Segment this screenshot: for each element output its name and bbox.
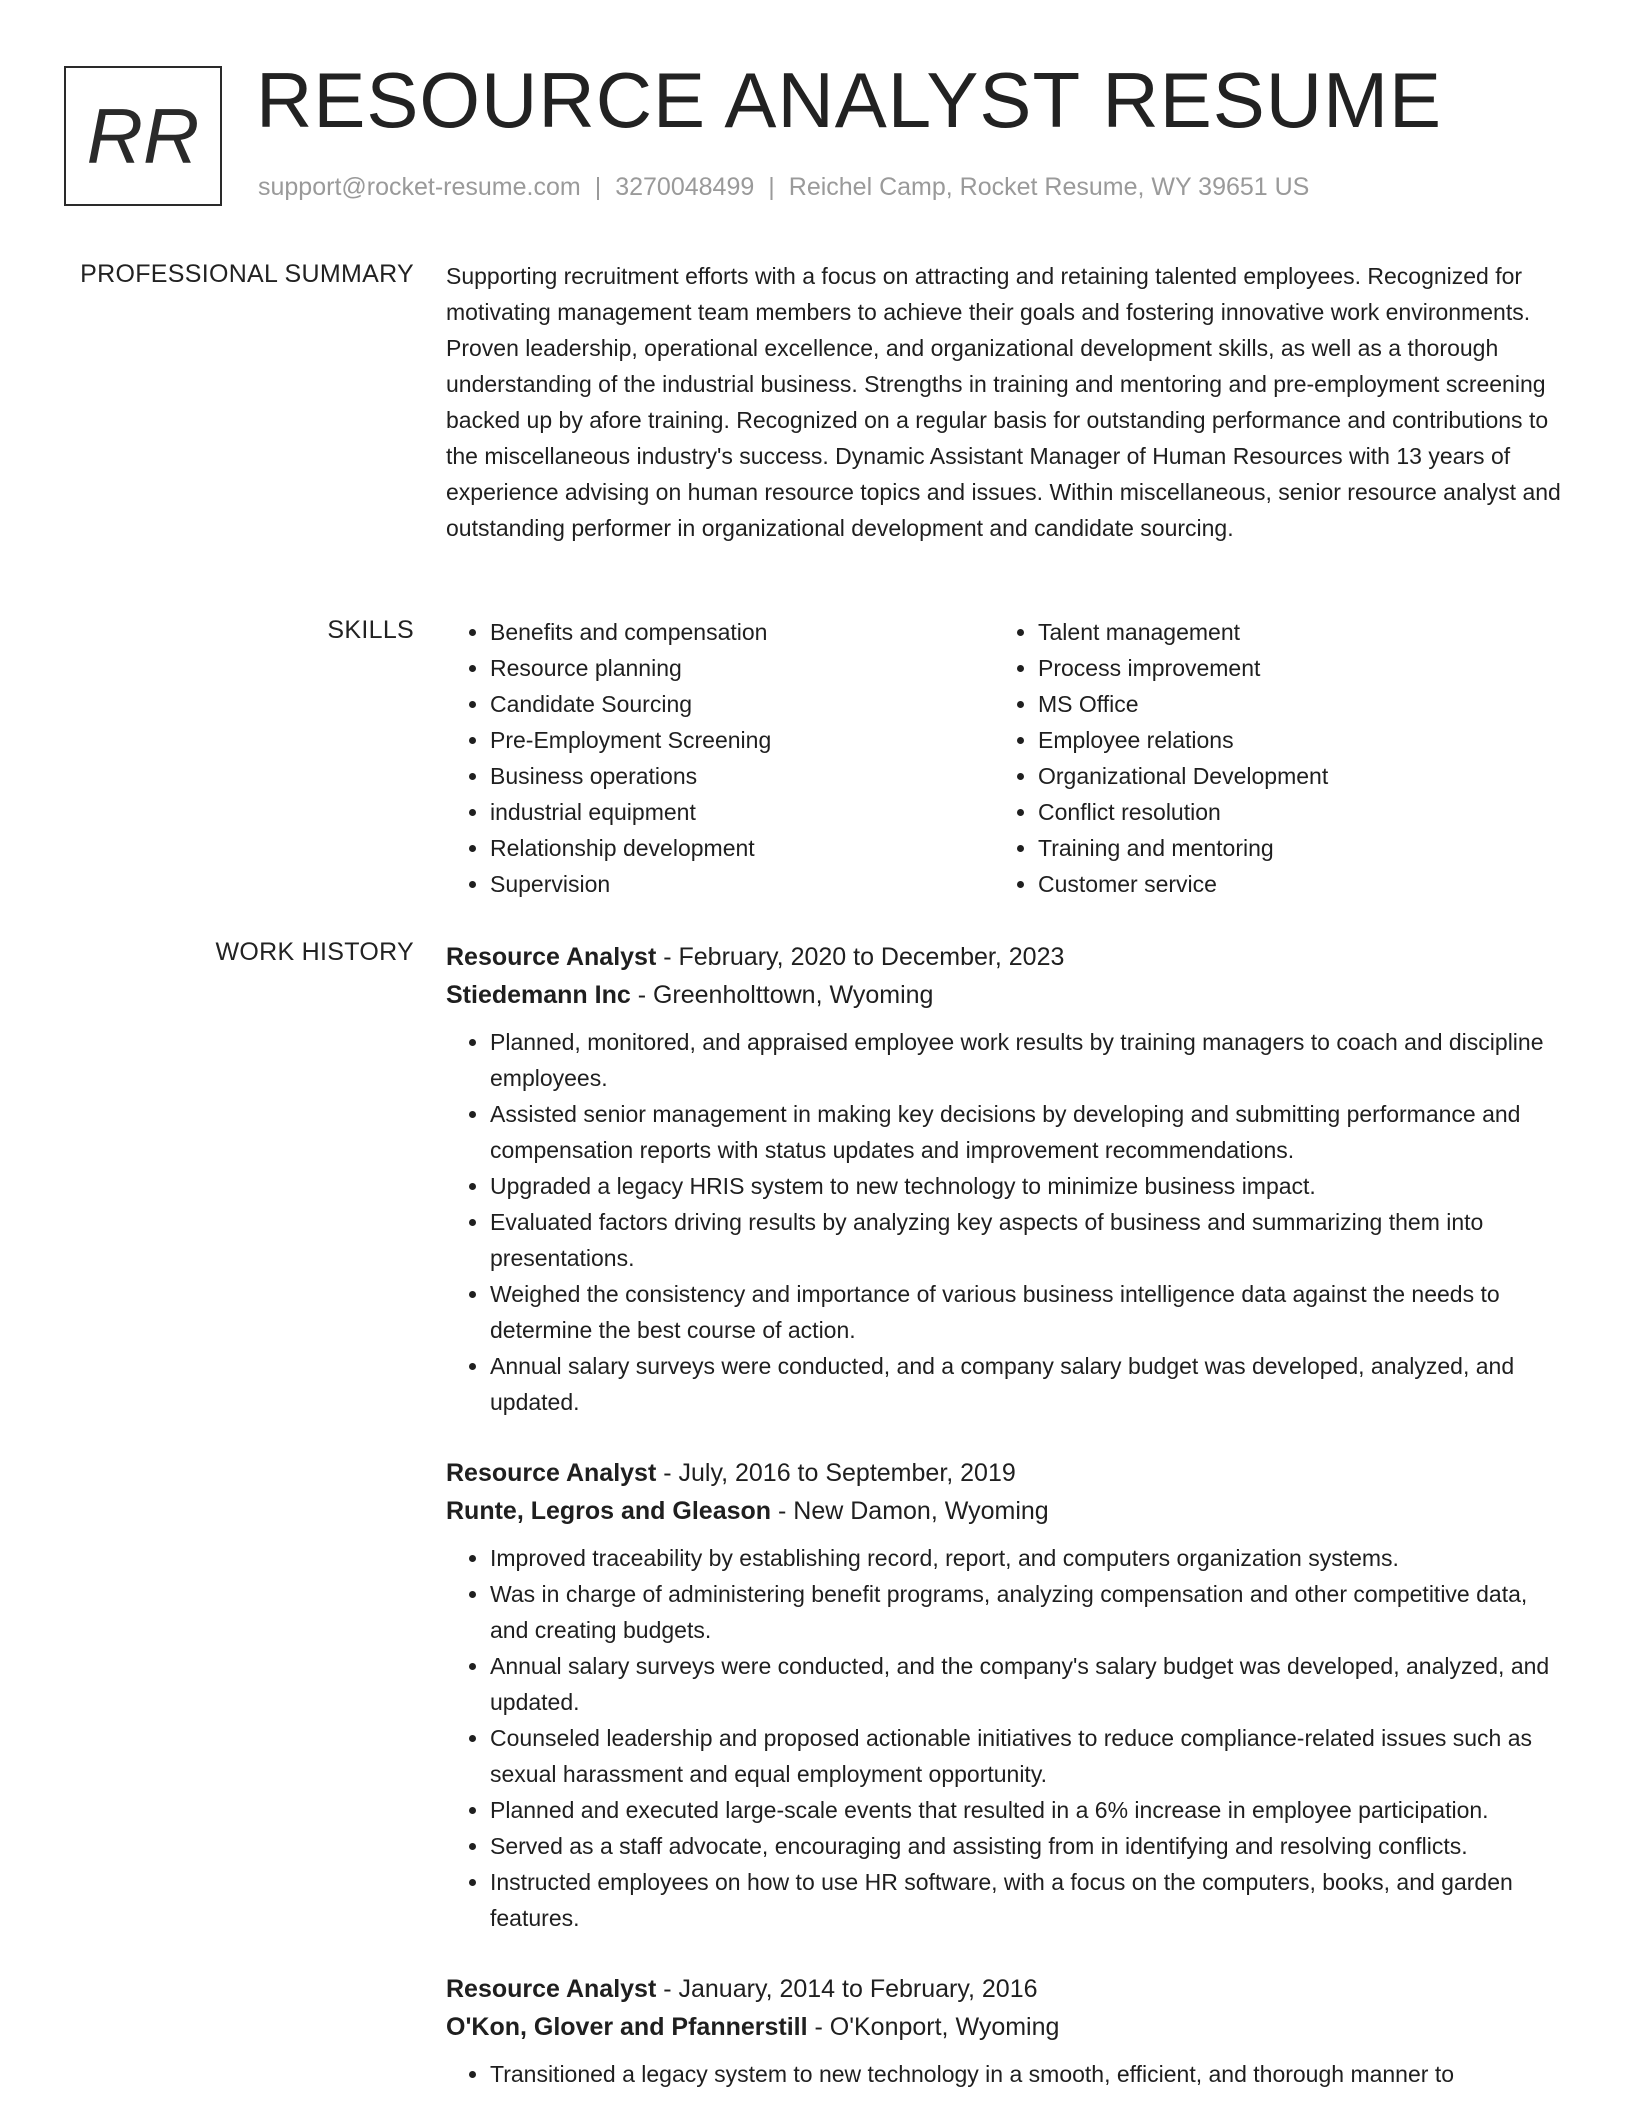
job-bullet: • Served as a staff advocate, encouraging and assisting from in identifying and resolving conflicts. [490,1828,1566,1864]
summary-body [446,258,1566,546]
skills-list-right [994,614,1542,902]
skill-item: • Conflict resolution [1038,794,1542,830]
job-bullet: • Instructed employees on how to use HR software, with a focus on the computers, books, and garden features. [490,1864,1566,1936]
skill-item: • Resource planning [490,650,994,686]
contact-address: Reichel Camp, Rocket Resume, WY 39651 US [788,173,1310,201]
work-history-heading: WORK HISTORY [215,938,414,966]
job-entry [446,1970,1566,2092]
skill-item: • Business operations [490,758,994,794]
job-bullet: • Assisted senior management in making key decisions by developing and submitting performance and compensation reports with status updates and improvement recommendations. [490,1096,1566,1168]
monogram-logo: RR [64,66,222,206]
job-bullet: • Annual salary surveys were conducted, and the company's salary budget was developed, analyzed, and updated. [490,1648,1566,1720]
skill-item: • Supervision [490,866,994,902]
summary-text: Supporting recruitment efforts with a focus on attracting and retaining talented employees. Recognized for motivating management team members to achieve their goals and fostering innovative work environments. Proven leadership, operational excellence, and organizational development skills, as well as a thorough understanding of the industrial business. Strengths in training and mentoring and pre-employment screening backed up by afore training. Recognized on a regular basis for outstanding performance and contributions to the miscellaneous industry's success. Dynamic Assistant Manager of Human Resources with 13 years of experience advising on human resource topics and issues. Within miscellaneous, senior resource analyst and outstanding performer in organizational development and candidate sourcing. [446,263,1561,541]
job-bullet: • Upgraded a legacy HRIS system to new technology to minimize business impact. [490,1168,1566,1204]
skill-item: • MS Office [1038,686,1542,722]
contact-separator: | [768,173,775,201]
skill-item: • Customer service [1038,866,1542,902]
job-bullet: • Counseled leadership and proposed actionable initiatives to reduce compliance-related issues such as sexual harassment and equal employment opportunity. [490,1720,1566,1792]
skill-item: • Benefits and compensation [490,614,994,650]
skill-item: • industrial equipment [490,794,994,830]
job-title: Resource Analyst [446,943,657,971]
work-history-body [446,938,1566,2126]
job-title: Resource Analyst [446,1975,657,2003]
job-location: - Greenholttown, Wyoming [630,981,934,1009]
job-entry [446,938,1566,1420]
job-bullets [446,1024,1566,1420]
job-dates: - February, 2020 to December, 2023 [656,943,1065,971]
job-bullet: • Improved traceability by establishing record, report, and computers organization systems. [490,1540,1566,1576]
job-company-line [446,1492,1566,1530]
job-title: Resource Analyst [446,1459,657,1487]
job-dates: - January, 2014 to February, 2016 [656,1975,1038,2003]
job-company: Runte, Legros and Gleason [446,1497,772,1525]
skill-item: • Talent management [1038,614,1542,650]
job-company: O'Kon, Glover and Pfannerstill [446,2013,808,2041]
job-bullet: • Planned and executed large-scale events that resulted in a 6% increase in employee participation. [490,1792,1566,1828]
job-bullet: • Was in charge of administering benefit programs, analyzing compensation and other competitive data, and creating budgets. [490,1576,1566,1648]
skill-item: • Process improvement [1038,650,1542,686]
skills-body [446,614,1566,902]
job-entry [446,1454,1566,1936]
job-bullet: • Annual salary surveys were conducted, and a company salary budget was developed, analyzed, and updated. [490,1348,1566,1420]
job-location: - New Damon, Wyoming [771,1497,1049,1525]
job-bullet: • Transitioned a legacy system to new technology in a smooth, efficient, and thorough manner to [490,2056,1566,2092]
contact-phone[interactable]: 3270048499 [615,173,755,201]
summary-heading: PROFESSIONAL SUMMARY [80,260,414,288]
job-bullets [446,1540,1566,1936]
skill-item: • Employee relations [1038,722,1542,758]
job-company: Stiedemann Inc [446,981,631,1009]
skill-item: • Relationship development [490,830,994,866]
job-bullet: • Evaluated factors driving results by analyzing key aspects of business and summarizing them into presentations. [490,1204,1566,1276]
contact-line [258,173,1309,202]
job-bullet: • Weighed the consistency and importance of various business intelligence data against the needs to determine the best course of action. [490,1276,1566,1348]
skill-item: • Organizational Development [1038,758,1542,794]
skills-heading: SKILLS [327,616,414,644]
contact-separator: | [594,173,602,201]
skill-item: • Training and mentoring [1038,830,1542,866]
skills-list-left [446,614,994,902]
job-dates: - July, 2016 to September, 2019 [656,1459,1016,1487]
job-location: - O'Konport, Wyoming [807,2013,1060,2041]
job-title-line [446,1970,1566,2008]
page-title: RESOURCE ANALYST RESUME [256,56,1443,144]
skill-item: • Pre-Employment Screening [490,722,994,758]
job-bullet: • Planned, monitored, and appraised employee work results by training managers to coach and discipline employees. [490,1024,1566,1096]
job-title-line [446,1454,1566,1492]
job-company-line [446,976,1566,1014]
job-title-line [446,938,1566,976]
job-company-line [446,2008,1566,2046]
job-bullets [446,2056,1566,2092]
skill-item: • Candidate Sourcing [490,686,994,722]
contact-email[interactable]: support@rocket-resume.com [258,173,581,201]
